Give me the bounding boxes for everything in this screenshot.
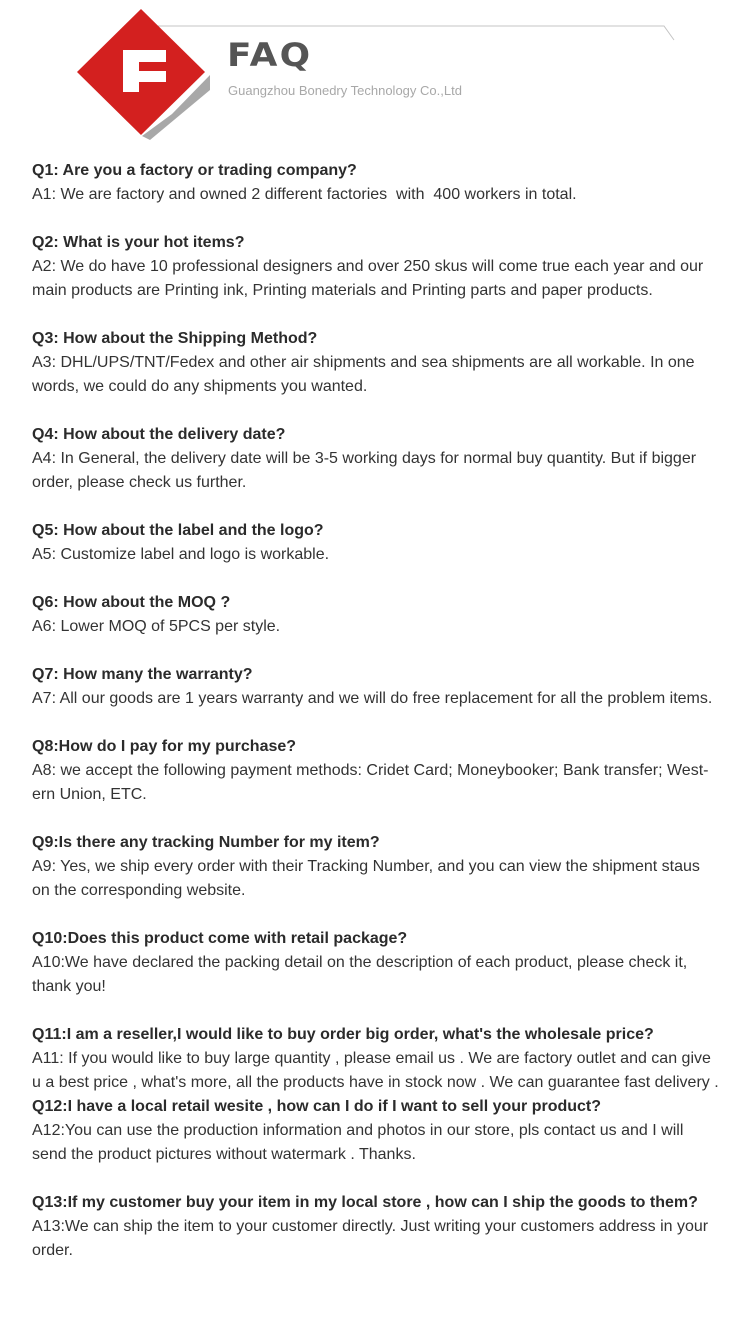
faq-item bbox=[32, 831, 722, 903]
faq-question: Q4: How about the delivery date? bbox=[32, 426, 286, 443]
faq-item bbox=[32, 663, 722, 711]
faq-question: Q13:If my customer buy your item in my local store , how can I ship the goods to them? bbox=[32, 1194, 698, 1211]
faq-question: Q12:I have a local retail wesite , how can I do if I want to sell your product? bbox=[32, 1098, 602, 1115]
faq-list bbox=[32, 159, 722, 1287]
company-name: Guangzhou Bonedry Technology Co.,Ltd bbox=[228, 83, 462, 98]
faq-answer: A8: we accept the following payment methods: Cridet Card; Moneybooker; Bank transfer; West-ern Union, ETC. bbox=[32, 762, 709, 803]
faq-answer: A2: We do have 10 professional designers and over 250 skus will come true each year and our main products are Printing ink, Printing materials and Printing parts and paper products. bbox=[32, 258, 708, 299]
faq-item bbox=[32, 231, 722, 303]
page-title: FAQ bbox=[227, 36, 313, 74]
faq-answer: A7: All our goods are 1 years warranty and we will do free replacement for all the problem items. bbox=[32, 690, 713, 707]
faq-item bbox=[32, 735, 722, 807]
faq-question: Q8:How do I pay for my purchase? bbox=[32, 738, 297, 755]
faq-answer: A11: If you would like to buy large quantity , please email us . We are factory outlet and can give u a best price , what's more, all the products have in stock now . We can guarantee fast delivery . bbox=[32, 1050, 719, 1091]
faq-question: Q6: How about the MOQ ? bbox=[32, 594, 231, 611]
faq-question: Q9:Is there any tracking Number for my item? bbox=[32, 834, 380, 851]
faq-question: Q7: How many the warranty? bbox=[32, 666, 253, 683]
faq-answer: A5: Customize label and logo is workable. bbox=[32, 546, 330, 563]
faq-answer: A13:We can ship the item to your customer directly. Just writing your customers address in your order. bbox=[32, 1218, 713, 1259]
faq-answer: A1: We are factory and owned 2 different factories with 400 workers in total. bbox=[32, 186, 577, 203]
faq-item bbox=[32, 1095, 722, 1167]
faq-answer: A9: Yes, we ship every order with their Tracking Number, and you can view the shipment staus on the corresponding website. bbox=[32, 858, 705, 899]
faq-item bbox=[32, 159, 722, 207]
faq-answer: A10:We have declared the packing detail on the description of each product, please check it, thank you! bbox=[32, 954, 692, 995]
faq-question: Q3: How about the Shipping Method? bbox=[32, 330, 318, 347]
faq-question: Q2: What is your hot items? bbox=[32, 234, 245, 251]
faq-item bbox=[32, 423, 722, 495]
faq-item bbox=[32, 927, 722, 999]
faq-question: Q10:Does this product come with retail package? bbox=[32, 930, 408, 947]
faq-item bbox=[32, 1023, 722, 1095]
faq-question: Q1: Are you a factory or trading company? bbox=[32, 162, 357, 179]
faq-answer: A12:You can use the production information and photos in our store, pls contact us and I will send the product pictures without watermark . Thanks. bbox=[32, 1122, 688, 1163]
faq-answer: A6: Lower MOQ of 5PCS per style. bbox=[32, 618, 281, 635]
faq-question: Q5: How about the label and the logo? bbox=[32, 522, 324, 539]
faq-answer: A4: In General, the delivery date will be 3-5 working days for normal buy quantity. But if bigger order, please check us further. bbox=[32, 450, 701, 491]
faq-question: Q11:I am a reseller,I would like to buy order big order, what's the wholesale price? bbox=[32, 1026, 654, 1043]
header-graphics bbox=[0, 0, 750, 140]
faq-item bbox=[32, 327, 722, 399]
faq-item bbox=[32, 1191, 722, 1263]
faq-answer: A3: DHL/UPS/TNT/Fedex and other air shipments and sea shipments are all workable. In one words, we could do any shipments you wanted. bbox=[32, 354, 699, 395]
faq-item bbox=[32, 519, 722, 567]
header bbox=[0, 0, 750, 140]
faq-item bbox=[32, 591, 722, 639]
